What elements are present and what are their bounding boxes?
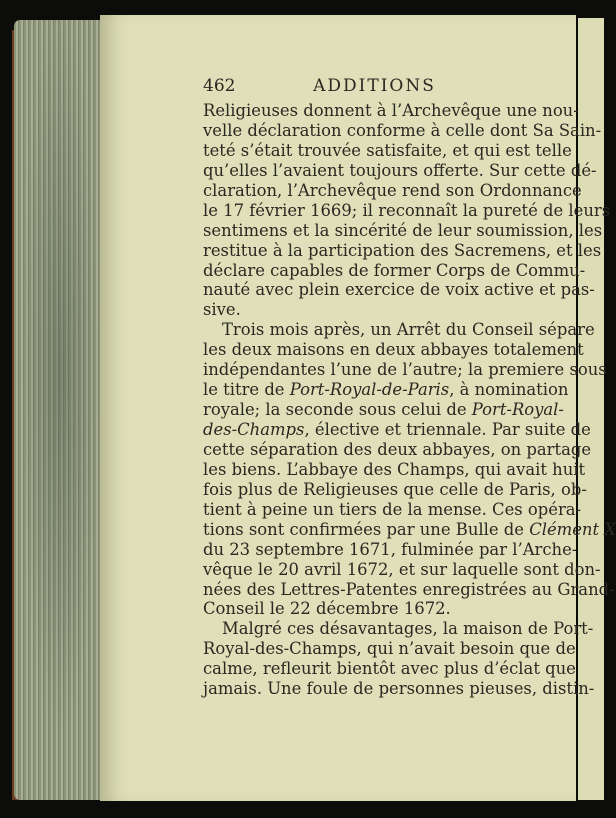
- text-line: [203, 380, 569, 400]
- text-segment: , élective et triennale. Par suite de: [304, 420, 591, 439]
- text-line: [203, 679, 595, 699]
- text-line: [203, 200, 611, 221]
- text-segment: sentimens et la sincérité de leur soumission, les: [203, 220, 603, 240]
- italic-text: des-Champs: [203, 420, 305, 439]
- text-segment: cette séparation des deux abbayes, on partage: [203, 439, 592, 459]
- text-line: [203, 639, 576, 659]
- text-segment: Trois mois après, un Arrêt du Conseil sépare: [222, 320, 595, 340]
- text-line: [203, 120, 602, 141]
- text-line: [203, 240, 602, 261]
- text-line: [203, 439, 592, 460]
- text-line: [203, 459, 586, 480]
- text-segment: Royal-des-Champs, qui n’avait besoin que de: [203, 639, 576, 659]
- text-line: [203, 320, 595, 340]
- text-segment: claration, l’Archevêque rend son Ordonnance: [203, 180, 582, 200]
- text-line: [203, 280, 595, 300]
- text-line: [203, 140, 572, 161]
- text-line: [203, 360, 607, 380]
- text-segment: fois plus de Religieuses que celle de Paris, ob-: [203, 479, 587, 499]
- paragraph: [203, 619, 595, 699]
- text-line: [203, 519, 616, 540]
- text-segment: nauté avec plein exercice de voix active et pas-: [203, 280, 595, 300]
- text-segment: Religieuses donnent à l’Archevêque une nou-: [203, 101, 579, 120]
- text-segment: tient à peine un tiers de la mense. Ces opéra-: [203, 499, 582, 519]
- paragraph: [203, 320, 616, 619]
- text-segment: qu’elles l’avaient toujours offerte. Sur cette dé-: [203, 160, 597, 180]
- body-text: [203, 101, 616, 699]
- text-segment: sive.: [203, 300, 241, 320]
- text-line: [203, 340, 584, 360]
- italic-text: Clément X: [529, 519, 616, 539]
- text-line: [203, 220, 603, 241]
- paragraph: [203, 101, 611, 320]
- text-segment: les biens. L’abbaye des Champs, qui avait huit: [203, 459, 586, 479]
- text-segment: restitue à la participation des Sacremens, et les: [203, 240, 602, 260]
- text-line: [203, 180, 582, 201]
- text-segment: les deux maisons en deux abbayes totalement: [203, 340, 584, 360]
- text-segment: indépendantes l’une de l’autre; la premiere sous: [203, 360, 607, 380]
- text-segment: déclare capables de former Corps de Commu-: [203, 260, 586, 280]
- text-line: [203, 499, 582, 520]
- text-segment: jamais. Une foule de personnes pieuses, distin-: [203, 679, 595, 699]
- text-line: [203, 579, 615, 600]
- text-segment: nées des Lettres-Patentes enregistrées au Grand-: [203, 579, 615, 599]
- text-segment: le 17 février 1669; il reconnaît la pureté de leurs: [203, 200, 611, 220]
- text-segment: le titre de: [203, 380, 290, 400]
- text-line: [203, 619, 594, 639]
- text-segment: velle déclaration conforme à celle dont Sa Sain-: [203, 120, 602, 140]
- text-line: [203, 479, 587, 500]
- text-segment: Conseil le 22 décembre 1672.: [203, 599, 451, 619]
- text-line: [203, 300, 536, 320]
- text-segment: du 23 septembre 1671, fulminée par l’Arche-: [203, 539, 578, 559]
- text-segment: vêque le 20 avril 1672, et sur laquelle sont don-: [203, 559, 601, 579]
- italic-text: Port-Royal-de-Paris: [289, 380, 450, 400]
- text-line: [203, 559, 601, 580]
- text-segment: tions sont confirmées par une Bulle de: [203, 519, 530, 539]
- page-edges: [14, 20, 106, 800]
- text-segment: Malgré ces désavantages, la maison de Port-: [222, 619, 594, 639]
- text-line: [203, 599, 536, 619]
- page-header: [203, 76, 536, 98]
- text-segment: teté s’était trouvée satisfaite, et qui est telle: [203, 140, 572, 160]
- text-line: [203, 659, 576, 679]
- text-segment: , à nomination: [449, 380, 569, 400]
- page-number: 462: [203, 76, 236, 96]
- text-segment: royale; la seconde sous celui de: [203, 400, 472, 420]
- text-line: [203, 160, 597, 181]
- text-line: [203, 539, 578, 560]
- text-line: [203, 420, 591, 440]
- text-line: [203, 101, 579, 121]
- text-line: [203, 260, 586, 281]
- italic-text: Port-Royal-: [471, 400, 564, 420]
- text-segment: calme, refleurit bientôt avec plus d’éclat que: [203, 659, 576, 679]
- running-title: ADDITIONS: [313, 76, 436, 96]
- text-line: [203, 400, 564, 420]
